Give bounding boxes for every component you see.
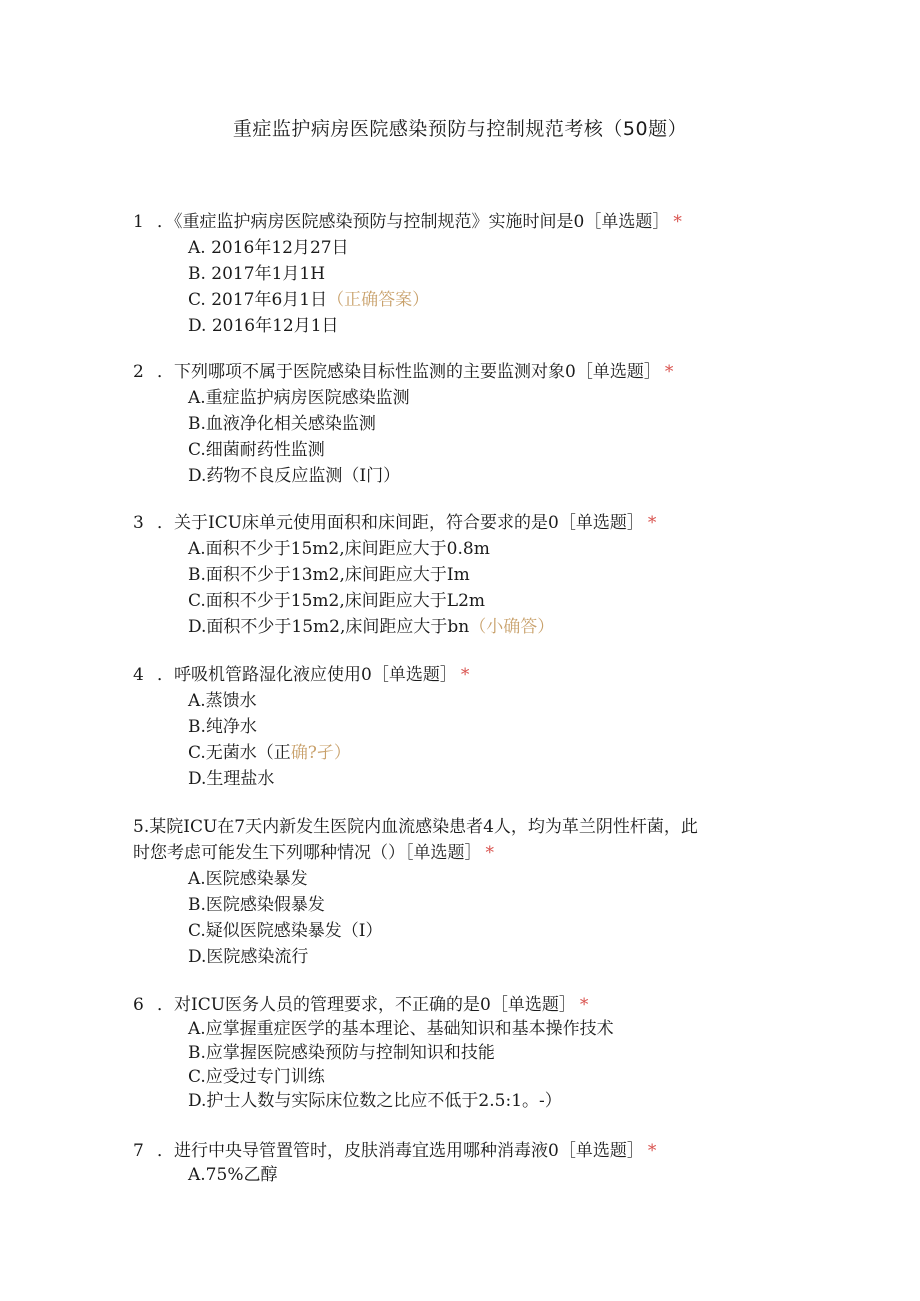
option-b: B.血液净化相关感染监测: [188, 414, 376, 434]
option-a: A.面积不少于15m2,床间距应大于0.8m: [188, 539, 490, 559]
required-star: *: [460, 665, 470, 685]
question-stem: 2 ．下列哪项不属于医院感染目标性监测的主要监测对象0［单选题］ *: [133, 362, 674, 382]
question-stem: 1 ．《重症监护病房医院感染预防与控制规范》实施时间是0［单选题］ *: [133, 212, 682, 232]
option-b: B.纯净水: [188, 717, 257, 737]
option-b: B.医院感染假暴发: [188, 895, 325, 915]
question-stem: 3 ．关于ICU床单元使用面积和床间距，符合要求的是0［单选题］ *: [133, 513, 657, 533]
option-c: C. 2017年6月1日（正确答案）: [188, 290, 430, 310]
question-stem: 6 ．对ICU医务人员的管理要求，不正确的是0［单选题］ *: [133, 995, 589, 1015]
required-star: *: [647, 1141, 657, 1161]
option-b: B. 2017年1月1H: [188, 264, 326, 284]
option-a: A.重症监护病房医院感染监测: [188, 388, 410, 408]
question-stem: 5.某院ICU在7天内新发生医院内血流感染患者4人，均为革兰阴性杆菌，此: [133, 817, 698, 837]
option-c: C.细菌耐药性监测: [188, 440, 325, 460]
required-star: *: [673, 212, 682, 232]
question-stem-line-2: 时您考虑可能发生下列哪种情况（）［单选题］ *: [133, 843, 494, 863]
question-stem: 7 ．进行中央导管置管时，皮肤消毒宜选用哪种消毒液0［单选题］ *: [133, 1141, 657, 1161]
required-star: *: [579, 995, 589, 1015]
option-c: C.应受过专门训练: [188, 1067, 325, 1087]
option-c: C.无菌水（正确?孑）: [188, 743, 351, 763]
option-a: A.应掌握重症医学的基本理论、基础知识和基本操作技术: [188, 1019, 614, 1039]
option-b: B.面积不少于13m2,床间距应大于Im: [188, 565, 470, 585]
option-a: A.75%乙醇: [188, 1165, 278, 1185]
option-b: B.应掌握医院感染预防与控制知识和技能: [188, 1043, 495, 1063]
option-d: D. 2016年12月1日: [188, 316, 339, 336]
required-star: *: [647, 513, 657, 533]
option-d: D.面积不少于15m2,床间距应大于bn（小确答）: [188, 617, 555, 637]
option-c: C.面积不少于15m2,床间距应大于L2m: [188, 591, 486, 611]
question-stem: 4 ．呼吸机管路湿化液应使用0［单选题］ *: [133, 665, 470, 685]
option-a: A. 2016年12月27日: [188, 238, 349, 258]
option-d: D.护士人数与实际床位数之比应不低于2.5:1。-）: [188, 1091, 562, 1111]
correct-answer-mark: 确?孑）: [290, 743, 351, 763]
option-d: D.药物不良反应监测（I门）: [188, 466, 401, 486]
option-d: D.生理盐水: [188, 769, 275, 789]
option-a: A.医院感染暴发: [188, 869, 308, 889]
correct-answer-mark: （正确答案）: [327, 290, 430, 310]
option-d: D.医院感染流行: [188, 947, 309, 967]
option-a: A.蒸馈水: [188, 691, 257, 711]
correct-answer-mark: （小确答）: [469, 617, 555, 637]
required-star: *: [664, 362, 674, 382]
option-c: C.疑似医院感染暴发（I）: [188, 921, 383, 941]
required-star: *: [485, 843, 494, 863]
page-title: 重症监护病房医院感染预防与控制规范考核（50题）: [232, 118, 688, 140]
